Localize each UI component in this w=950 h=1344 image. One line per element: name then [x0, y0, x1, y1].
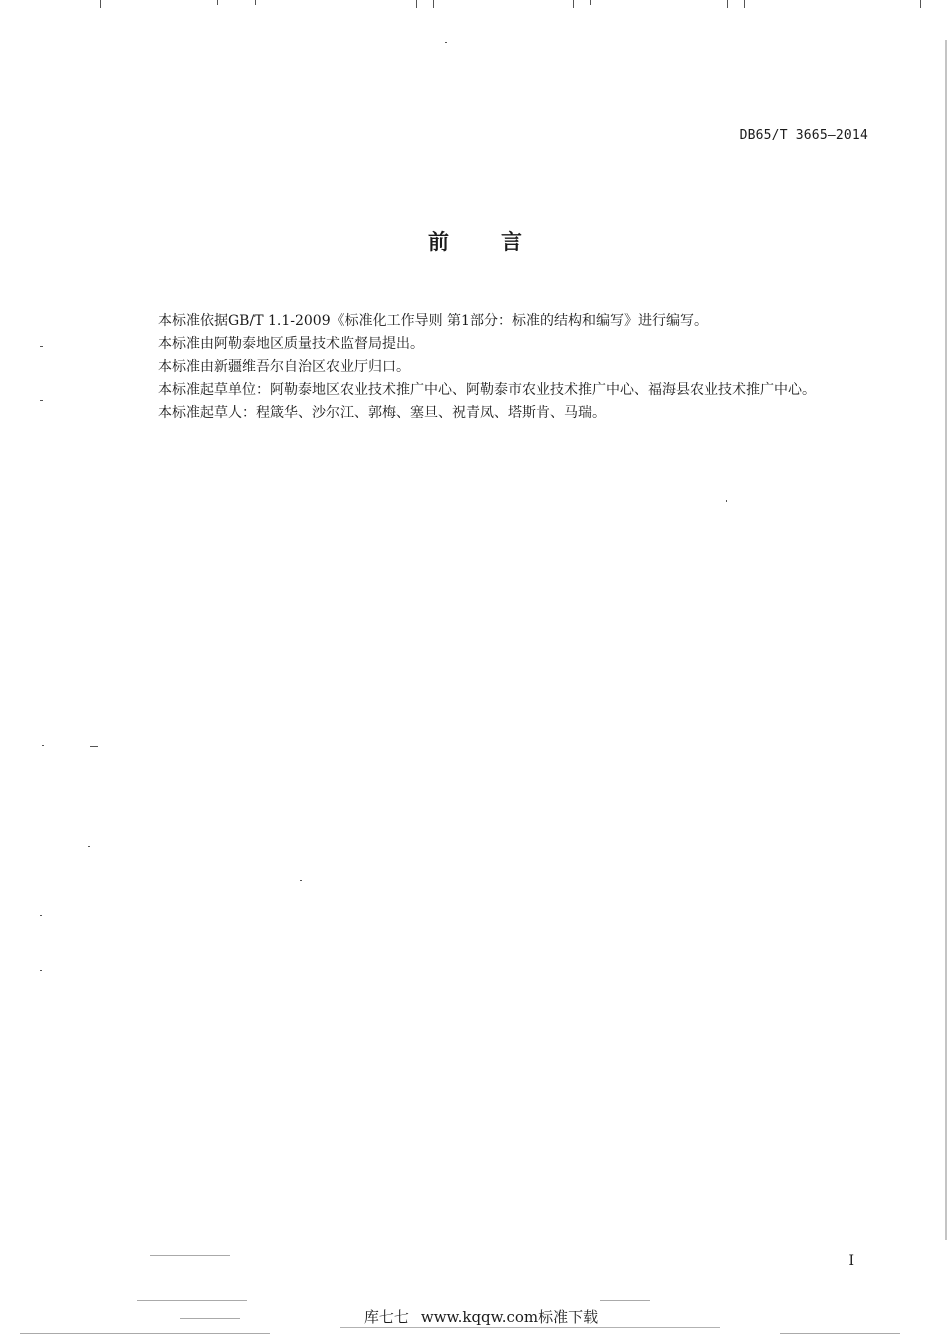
page-number: I — [848, 1253, 854, 1269]
footer-site-url: www.kqqw.com标准下载 — [420, 1308, 599, 1326]
paragraph-drafters: 本标准起草人：程箴华、沙尔江、郭梅、塞旦、祝青凤、塔斯肯、马瑞。 — [158, 405, 606, 421]
preface-body — [122, 310, 870, 425]
footer-site-name: 库七七 — [363, 1308, 409, 1326]
paragraph-administrator: 本标准由新疆维吾尔自治区农业厅归口。 — [158, 359, 410, 375]
paragraph-drafting-units: 本标准起草单位：阿勒泰地区农业技术推广中心、阿勒泰市农业技术推广中心、福海县农业技术推广中心。 — [158, 382, 816, 398]
page-title: 前言 — [428, 230, 574, 254]
paragraph-basis: 本标准依据GB/T 1.1-2009《标准化工作导则 第1部分：标准的结构和编写》进行编写。 — [158, 313, 708, 329]
document-code: DB65/T 3665—2014 — [739, 128, 868, 143]
footer-watermark — [0, 1306, 950, 1327]
paragraph-proposer: 本标准由阿勒泰地区质量技术监督局提出。 — [158, 336, 424, 352]
